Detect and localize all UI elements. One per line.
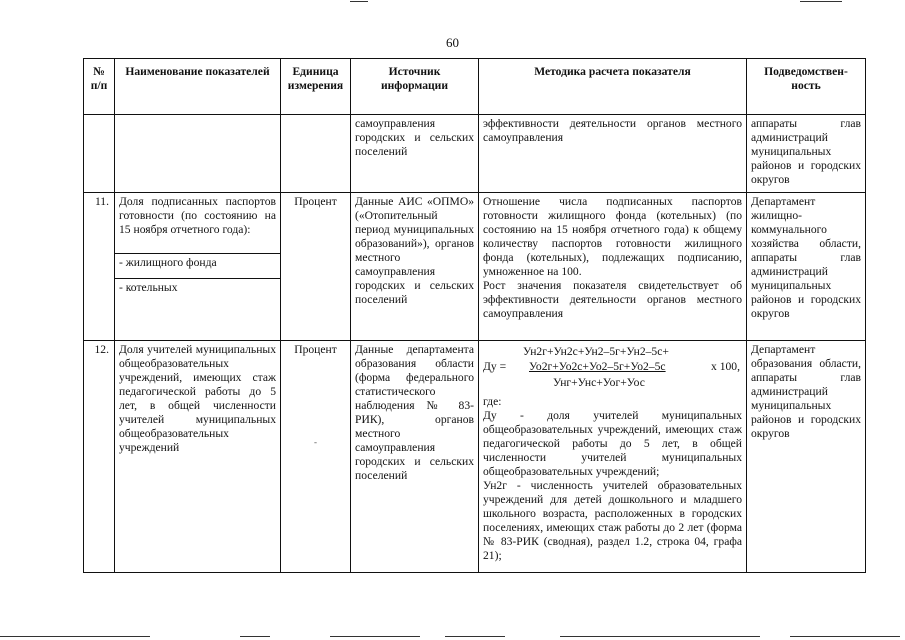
- bottom-rule: [560, 636, 760, 637]
- cell-unit: Процент: [281, 193, 351, 341]
- header-source: Источник информации: [351, 59, 479, 115]
- cell-num: 11.: [84, 193, 115, 341]
- bottom-rule: [445, 636, 505, 637]
- formula-line-top: Ун2г+Ун2с+Ун2–5г+Ун2–5с+: [523, 345, 669, 358]
- table-row-continued: [84, 115, 866, 193]
- top-rule-right: [800, 1, 842, 2]
- header-unit: Единица измерения: [281, 59, 351, 115]
- indicators-table: [83, 58, 866, 573]
- method-paragraph: Рост значения показателя свидетельствует об эффективности деятельности органов местного самоуправления: [483, 279, 742, 320]
- cell-dept: Департамент жилищно-коммунального хозяйства области, аппараты глав администраций муниципальных районов и городских округов: [747, 193, 866, 341]
- header-name: Наименование показателей: [115, 59, 281, 115]
- formula-multiplier: х 100,: [711, 360, 740, 373]
- unit-label: Процент: [294, 343, 337, 356]
- bottom-rule: [240, 636, 270, 637]
- cell-empty-num: [84, 115, 115, 193]
- header-dept: Подведомствен-ность: [747, 59, 866, 115]
- cell-source: Данные АИС «ОПМО» («Отопительный период муниципальных образований»), органов местного самоуправления городских и сельских поселений: [351, 193, 479, 341]
- cell-method: эффективности деятельности органов местного самоуправления: [479, 115, 747, 193]
- cell-method: [479, 193, 747, 341]
- definition: Ду - доля учителей муниципальных общеобразовательных учреждений, имеющих стаж педагогической работы до 5 лет, в общей численности учителей муниципальных общеобразовательных учреждений;: [483, 409, 742, 478]
- header-row: [84, 59, 866, 115]
- definition: Ун2г - численность учителей образовательных учреждений для детей дошкольного и младшего школьного возраста, расположенных в городских поселениях, имеющих стаж работы до 2 лет (форма № 83-РИК (сводная), раздел 1.2, строка 04, графа 21);: [483, 479, 742, 562]
- cell-unit: [281, 341, 351, 573]
- cell-source: Данные департамента образования области (форма федерального статистического наблюдения № 83-РИК), органов местного самоуправления городских и сельских поселений: [351, 341, 479, 573]
- sub-item-boilers: - котельных: [115, 278, 280, 297]
- formula-denominator: Унг+Унс+Уог+Уос: [553, 376, 645, 389]
- method-paragraph: Отношение числа подписанных паспортов готовности жилищного фонда (котельных) (по состоянию на 15 ноября отчетного года) к общему количеству паспортов готовности жилищного фонда (котельных), подлежащих подписанию, умноженное на 100.: [483, 195, 742, 278]
- unit-mark: -: [314, 437, 317, 447]
- bottom-rule: [790, 636, 900, 637]
- formula-lhs: Ду =: [483, 360, 507, 373]
- cell-name-split: [115, 193, 281, 341]
- cell-empty-unit: [281, 115, 351, 193]
- cell-method: [479, 341, 747, 573]
- cell-name: Доля учителей муниципальных общеобразовательных учреждений, имеющих стаж педагогической работы до 5 лет, в общей численности учителей муниципальных общеобразовательных учреждений: [115, 341, 281, 573]
- cell-num: 12.: [84, 341, 115, 573]
- formula-line-mid: Уо2г+Уо2с+Уо2–5г+Уо2–5с: [529, 360, 666, 373]
- cell-name: Доля подписанных паспортов готовности (по состоянию на 15 ноября отчетного года):: [119, 195, 276, 236]
- page-number: 60: [446, 35, 459, 50]
- cell-dept: аппараты глав администраций муниципальных районов и городских округов: [747, 115, 866, 193]
- formula: [483, 343, 742, 395]
- table-row-11: [84, 193, 866, 341]
- cell-dept: Департамент образования области, аппараты глав администраций муниципальных районов и городских округов: [747, 341, 866, 573]
- where-label: где:: [483, 395, 502, 408]
- bottom-rule: [0, 636, 150, 637]
- top-rule-left: [350, 1, 368, 2]
- cell-source: самоуправления городских и сельских поселений: [351, 115, 479, 193]
- table-row-12: [84, 341, 866, 573]
- header-num: № п/п: [84, 59, 115, 115]
- bottom-rule: [330, 636, 420, 637]
- header-method: Методика расчета показателя: [479, 59, 747, 115]
- cell-empty-name: [115, 115, 281, 193]
- sub-item-housing: - жилищного фонда: [115, 253, 280, 278]
